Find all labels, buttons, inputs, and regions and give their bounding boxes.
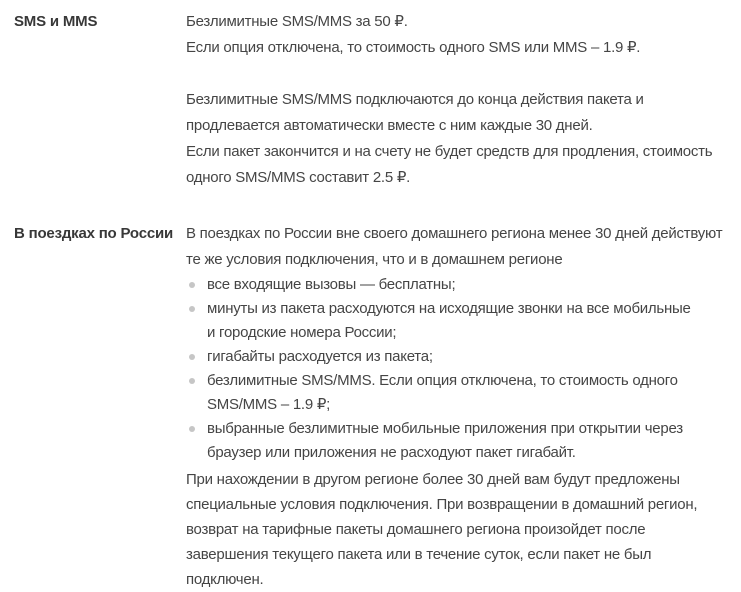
text-line: и городские номера России;: [207, 324, 397, 341]
paragraph-travel-intro: [186, 221, 741, 273]
text-line: одного SMS/MMS составит 2.5 ₽.: [186, 169, 411, 186]
section-sms-mms: [14, 9, 741, 191]
list-item-unlimited-sms: [186, 369, 741, 417]
text-line: Если пакет закончится и на счету не будет средств для продления, стоимость: [186, 143, 713, 160]
text-line: SMS/MMS – 1.9 ₽;: [207, 396, 331, 413]
text-line: минуты из пакета расходуются на исходящие звонки на все мобильные: [207, 300, 691, 317]
paragraph-travel-outro: [186, 467, 741, 592]
list-item-package-minutes: [186, 297, 741, 345]
text-line: продлевается автоматически вместе с ним каждые 30 дней.: [186, 117, 593, 134]
section-travel-russia: [14, 221, 741, 592]
text-line: все входящие вызовы — бесплатны;: [207, 276, 456, 293]
text-line: специальные условия подключения. При возвращении в домашний регион,: [186, 496, 698, 513]
travel-conditions-list: [186, 273, 741, 465]
list-item-unlimited-apps: [186, 417, 741, 465]
paragraph-sms-price: [186, 9, 741, 61]
text-line: Безлимитные SMS/MMS за 50 ₽.: [186, 13, 408, 30]
section-label-sms-mms: SMS и MMS: [14, 13, 98, 30]
paragraph-sms-renewal: [186, 87, 741, 191]
section-content-travel-russia: [186, 221, 741, 592]
text-line: те же условия подключения, что и в домашнем регионе: [186, 251, 563, 268]
list-item-gigabytes: [186, 345, 741, 369]
text-line: возврат на тарифные пакеты домашнего региона произойдет после: [186, 521, 646, 538]
text-line: В поездках по России вне своего домашнего региона менее 30 дней действуют: [186, 225, 723, 242]
list-item-incoming-calls: [186, 273, 741, 297]
text-line: браузер или приложения не расходуют пакет гигабайт.: [207, 444, 576, 461]
text-line: Если опция отключена, то стоимость одного SMS или MMS – 1.9 ₽.: [186, 39, 641, 56]
text-line: завершения текущего пакета или в течение суток, если пакет не был: [186, 546, 652, 563]
text-line: подключен.: [186, 571, 264, 588]
text-line: безлимитные SMS/MMS. Если опция отключена, то стоимость одного: [207, 372, 678, 389]
text-line: При нахождении в другом регионе более 30 дней вам будут предложены: [186, 471, 680, 488]
section-content-sms-mms: [186, 9, 741, 191]
text-line: гигабайты расходуется из пакета;: [207, 348, 433, 365]
text-line: выбранные безлимитные мобильные приложения при открытии через: [207, 420, 683, 437]
section-label-travel-russia: В поездках по России: [14, 225, 174, 242]
text-line: Безлимитные SMS/MMS подключаются до конца действия пакета и: [186, 91, 644, 108]
